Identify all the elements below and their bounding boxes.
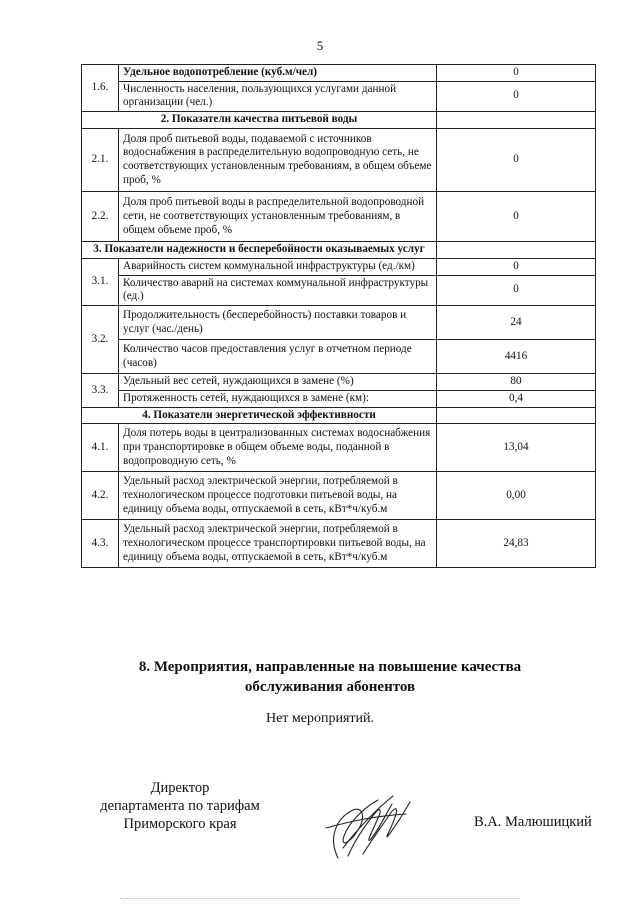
row-number: 4.3. [82,520,119,568]
row-value: 0 [437,192,596,242]
section-header: 3. Показатели надежности и бесперебойности оказываемых услуг [82,242,437,259]
section-header-row [82,111,596,128]
table-row [82,81,596,111]
signer-position [70,779,290,833]
row-value: 80 [437,374,596,391]
table-row [82,275,596,305]
row-number: 2.1. [82,128,119,192]
section-header-row [82,242,596,259]
row-label: Доля проб питьевой воды, подаваемой с источников водоснабжения в распределительную водопроводную сеть, не соответствующих установленным требованиям, в общем объеме проб, % [119,128,437,192]
empty-cell [437,407,596,424]
row-label: Продолжительность (бесперебойность) поставки товаров и услуг (час./день) [119,305,437,339]
row-label: Количество аварий на системах коммунальной инфраструктуры (ед.) [119,275,437,305]
row-label: Аварийность систем коммунальной инфраструктуры (ед./км) [119,258,437,275]
row-label: Доля проб питьевой воды в распределительной водопроводной сети, не соответствующих установленным требованиям, в общем объеме проб, % [119,192,437,242]
section-8-title: 8. Мероприятия, направленные на повышение качества обслуживания абонентов [138,659,522,695]
row-label: Удельный расход электрической энергии, потребляемой в технологическом процессе транспортировки питьевой воды, на единицу объема воды, отпускаемой в сеть, кВт*ч/куб.м [119,520,437,568]
row-value: 0 [437,81,596,111]
table-row [82,192,596,242]
row-number: 3.1. [82,258,119,305]
table-row [82,305,596,339]
table-row [82,374,596,391]
row-value: 24 [437,305,596,339]
row-value: 0 [437,275,596,305]
row-number: 4.1. [82,424,119,472]
signer-position-line: Директор [150,780,210,796]
table-row [82,128,596,192]
row-value: 0 [437,258,596,275]
row-value: 0 [437,65,596,82]
row-value: 13,04 [437,424,596,472]
page-number: 5 [316,38,324,53]
table-row [82,472,596,520]
signer-position-line: департамента по тарифам [100,798,260,815]
row-label: Удельное водопотребление (куб.м/чел) [119,65,437,82]
table-row [82,424,596,472]
signature-icon [318,788,418,863]
row-label: Количество часов предоставления услуг в отчетном периоде (часов) [119,340,437,374]
table-row [82,65,596,82]
footer-divider [120,898,520,900]
empty-cell [437,242,596,259]
row-label: Протяженность сетей, нуждающихся в замене (км): [119,391,437,408]
row-number: 3.3. [82,374,119,407]
table-row [82,391,596,408]
section-header-row [82,407,596,424]
row-value: 0,4 [437,391,596,408]
row-number: 4.2. [82,472,119,520]
row-number: 1.6. [82,65,119,112]
row-label: Численность населения, пользующихся услугами данной организации (чел.) [119,81,437,111]
row-value: 24,83 [437,520,596,568]
row-value: 0,00 [437,472,596,520]
row-value: 0 [437,128,596,192]
row-label: Доля потерь воды в централизованных системах водоснабжения при транспортировке в общем объеме воды, поданной в водопроводную сеть, % [119,424,437,472]
signer-name: В.А. Малюшицкий [474,814,592,830]
indicators-table [81,64,596,568]
row-number: 3.2. [82,305,119,374]
table-row [82,258,596,275]
row-value: 4416 [437,340,596,374]
row-label: Удельный вес сетей, нуждающихся в замене (%) [119,374,437,391]
empty-cell [437,111,596,128]
row-number: 2.2. [82,192,119,242]
no-events-text: Нет мероприятий. [265,711,375,726]
signer-position-line: Приморского края [123,816,237,833]
table-row [82,340,596,374]
table-row [82,520,596,568]
section-header: 2. Показатели качества питьевой воды [82,111,437,128]
row-label: Удельный расход электрической энергии, потребляемой в технологическом процессе подготовки питьевой воды, на единицу объема воды, отпускаемой в сеть, кВт*ч/куб.м [119,472,437,520]
section-header: 4. Показатели энергетической эффективности [82,407,437,424]
